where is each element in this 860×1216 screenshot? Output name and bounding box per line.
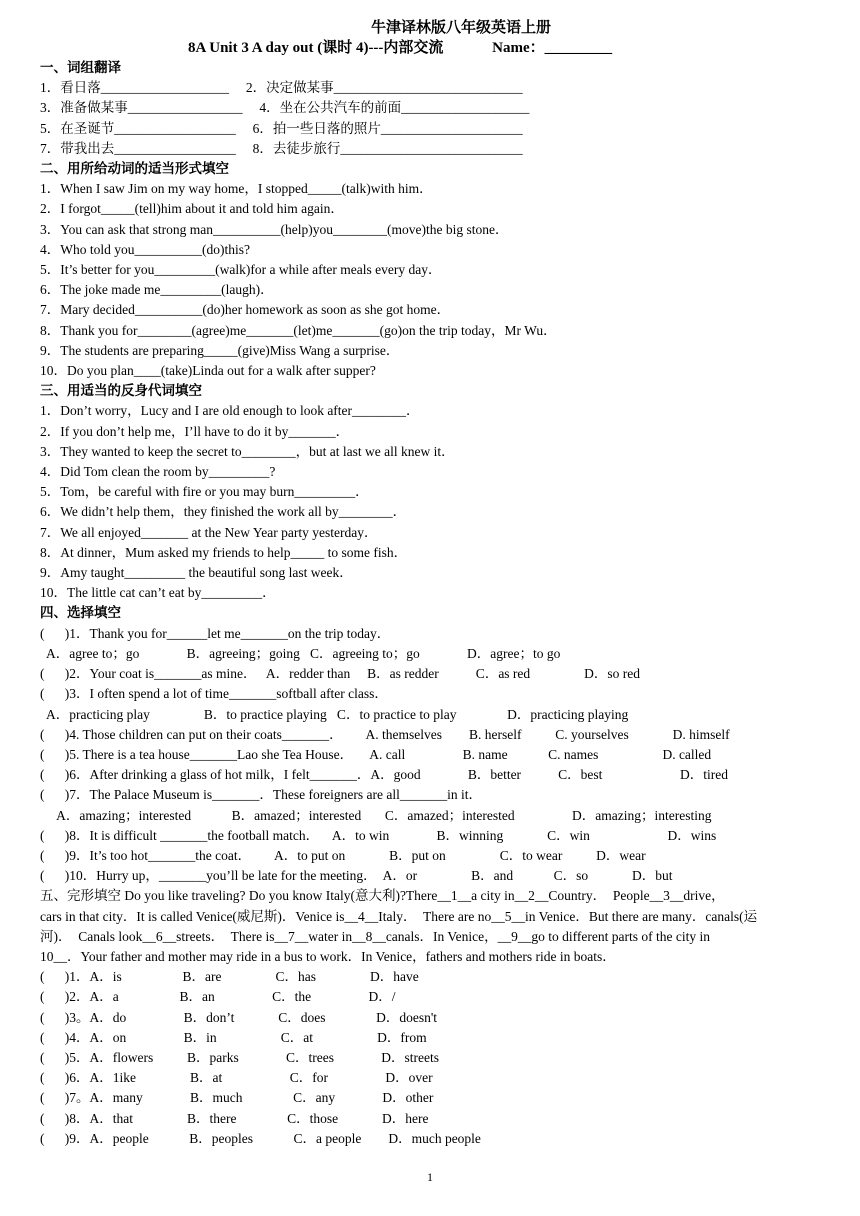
exercise-line: ( )10．Hurry up，_______you’ll be late for the meeting． A．or B．and C．so D．but: [40, 868, 673, 884]
exercise-line: A．agree to；go B．agreeing；going C．agreeing to；go D．agree；to go: [40, 645, 561, 661]
exercise-line: 1．Don’t worry，Lucy and I are old enough to look after________．: [40, 403, 420, 419]
exercise-line: 7．We all enjoyed_______ at the New Year party yesterday．: [40, 524, 378, 540]
exercise-line: A．amazing；interested B．amazed；interested C．amazed；interested D．amazing；interesting: [40, 807, 712, 823]
exercise-line: 1．When I saw Jim on my way home，I stopped_____(talk)with him．: [40, 181, 433, 197]
exercise-line: ( )7。A．many B．much C．any D．other: [40, 1090, 434, 1106]
exercise-line: 3．准备做某事_________________ 4．坐在公共汽车的前面___________________: [40, 100, 530, 116]
exercise-line: 8．At dinner，Mum asked my friends to help_____ to some fish．: [40, 544, 408, 560]
exercise-line: 9．The students are preparing_____(give)Miss Wang a surprise．: [40, 342, 400, 358]
exercise-line: 2．If you don’t help me，I’ll have to do it by_______．: [40, 423, 350, 439]
exercise-line: 3．You can ask that strong man__________(help)you________(move)the big stone．: [40, 221, 509, 237]
exercise-line: ( )4．A．on B．in C．at D．from: [40, 1029, 427, 1045]
exercise-line: ( )9．A．people B．peoples C．a people D．much people: [40, 1130, 481, 1146]
exercise-line: 2．I forgot_____(tell)him about it and told him again．: [40, 201, 344, 217]
exercise-line: ( )5. There is a tea house_______Lao she Tea House． A. call B. name C. names D. called: [40, 746, 712, 762]
exercise-line: 7．Mary decided__________(do)her homework as soon as she got home．: [40, 302, 451, 318]
exercise-line: ( )7．The Palace Museum is_______．These foreigners are all_______in it．: [40, 787, 483, 803]
exercise-line: ( )2．A．a B．an C．the D．/: [40, 989, 396, 1005]
exercise-line: ( )3．I often spend a lot of time_______softball after class．: [40, 686, 388, 702]
section-heading: 一、词组翻译: [40, 60, 121, 75]
section-heading: 四、选择填空: [40, 605, 121, 621]
exercise-line: ( )8．A．that B．there C．those D．here: [40, 1110, 429, 1126]
exercise-line: ( )5．A．flowers B．parks C．trees D．streets: [40, 1049, 439, 1065]
exercise-line: cars in that city．It is called Venice(威尼斯)．Venice is__4__Italy． There are no__5__in Venice．But there are many．canals(运: [40, 908, 758, 924]
exercise-line: 8．Thank you for________(agree)me_______(let)me_______(go)on the trip today，Mr Wu．: [40, 322, 557, 338]
exercise-line: ( )2．Your coat is_______as mine． A．redder than B．as redder C．as red D．so red: [40, 666, 641, 682]
exercise-line: 五、完形填空 Do you like traveling? Do you know Italy(意大利)?There__1__a city in__2__Country． People__3__drive，: [40, 888, 725, 904]
worksheet-content: [40, 58, 822, 1149]
exercise-line: 5．Tom，be careful with fire or you may burn_________．: [40, 484, 369, 500]
exercise-line: 河)． Canals look__6__streets． There is__7__water in__8__canals．In Venice，__9__go to different parts of the city in: [40, 928, 710, 944]
exercise-line: 5．在圣诞节__________________ 6．拍一些日落的照片_____________________: [40, 120, 523, 136]
exercise-line: A．practicing play B．to practice playing C．to practice to play D．practicing playing: [40, 706, 629, 722]
exercise-line: ( )1．Thank you for______let me_______on the trip today．: [40, 625, 391, 641]
exercise-line: 6．The joke made me_________(laugh)．: [40, 282, 274, 298]
exercise-line: 7．带我出去__________________ 8．去徒步旅行___________________________: [40, 140, 523, 156]
exercise-line: 6．We didn’t help them，they finished the work all by________．: [40, 504, 407, 520]
exercise-line: 10__．Your father and mother may ride in a bus to work．In Venice，fathers and mothers ride in boats．: [40, 948, 616, 964]
exercise-line: ( )4. Those children can put on their coats_______． A. themselves B. herself C. yourselves D. himself: [40, 726, 730, 742]
exercise-line: 1．看日落___________________ 2．决定做某事____________________________: [40, 80, 523, 96]
exercise-line: 10．The little cat can’t eat by_________．: [40, 585, 276, 601]
page-number: 1: [427, 1170, 433, 1184]
exercise-line: 5．It’s better for you_________(walk)for a while after meals every day．: [40, 262, 442, 278]
exercise-line: ( )3。A．do B．don’t C．does D．doesn't: [40, 1009, 438, 1025]
worksheet-page: [40, 18, 822, 1149]
exercise-line: ( )6．A．1ike B．at C．for D．over: [40, 1070, 433, 1086]
exercise-line: 4．Who told you__________(do)this?: [40, 241, 250, 257]
exercise-line: ( )8．It is difficult _______the football match． A．to win B．winning C．win D．wins: [40, 827, 717, 843]
exercise-line: 10．Do you plan____(take)Linda out for a walk after supper?: [40, 363, 376, 379]
section-heading: 二、用所给动词的适当形式填空: [40, 161, 229, 177]
exercise-line: ( )1．A．is B．are C．has D．have: [40, 969, 419, 985]
exercise-line: ( )9．It’s too hot_______the coat． A．to put on B．put on C．to wear D．wear: [40, 847, 646, 863]
section-heading: 三、用适当的反身代词填空: [40, 383, 202, 399]
worksheet-subtitle: 8A Unit 3 A day out (课时 4)---内部交流 Name：_________: [188, 40, 613, 56]
exercise-line: 3．They wanted to keep the secret to________，but at last we all knew it．: [40, 443, 455, 459]
exercise-line: ( )6．After drinking a glass of hot milk，I felt_______．A．good B．better C．best D．tired: [40, 767, 729, 783]
worksheet-title: 牛津译林版八年级英语上册: [370, 20, 551, 36]
exercise-line: 4．Did Tom clean the room by_________?: [40, 464, 276, 480]
exercise-line: 9．Amy taught_________ the beautiful song last week．: [40, 565, 353, 581]
